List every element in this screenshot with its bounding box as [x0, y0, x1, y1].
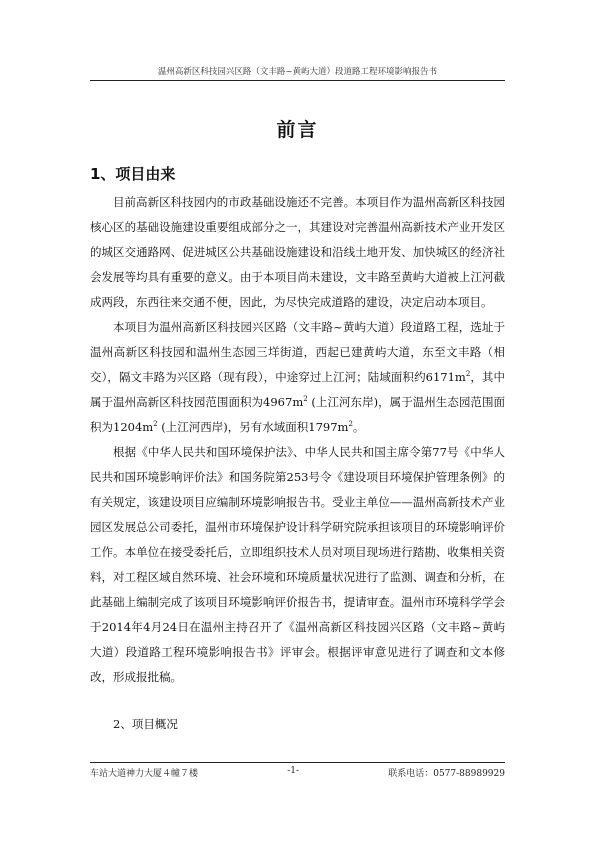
- section-heading: 1、项目由来: [90, 165, 176, 183]
- page-header: 温州高新区科技园兴区路（文丰路~黄屿大道）段道路工程环境影响报告书: [90, 65, 505, 81]
- page-footer: [90, 762, 505, 779]
- p2-part-d: (上江河西岸)，另有水域面积1797m: [157, 420, 349, 434]
- footer-phone: 联系电话：0577-88989929: [388, 769, 505, 779]
- page-title: 前言: [276, 119, 319, 141]
- superscript: 2: [303, 395, 308, 404]
- paragraph-3: 根据《中华人民共和国环境保护法》、中华人民共和国主席令第77号《中华人民共和国环境影响评价法》和国务院第253号令《建设项目环境保护管理条例》的有关规定，该建设项目应编制环境影响报告书。受业主单位——温州高新技术产业园区发展总公司委托，温州市环境保护设计科学研究院承担该项目的环境影响评价工作。本单位在接受委托后，立即组织技术人员对项目现场进行踏勘、收集相关资料，对工程区域自然环境、社会环境和环境质量状况进行了监测、调查和分析，在此基础上编制完成了该项目环境影响评价报告书，提请审查。温州市环境科学学会于2014年4月24日在温州主持召开了《温州高新区科技园兴区路（文丰路~黄屿大道）段道路工程环境影响报告书》评审会。根据评审意见进行了调查和文本修改，形成报批稿。: [90, 445, 505, 684]
- paragraph-2: [90, 315, 505, 440]
- superscript: 2: [465, 370, 471, 379]
- page-number: -1-: [287, 766, 300, 776]
- paragraph-1: 目前高新区科技园内的市政基础设施还不完善。本项目作为温州高新区科技园核心区的基础设施建设重要组成部分之一，其建设对完善温州高新技术产业开发区的城区交通路网、促进城区公共基础设施建设和沿线土地开发、加快城区的经济社会发展等均具有重要的意义。由于本项目尚未建设，文丰路至黄屿大道被上江河截成两段，东西往来交通不便，因此，为尽快完成道路的建设，决定启动本项目。: [90, 195, 505, 309]
- footer-address: 车站大道神力大厦４幢７楼: [90, 769, 199, 779]
- superscript: 2: [153, 420, 158, 429]
- subsection-heading: 2、项目概况: [113, 717, 178, 731]
- superscript: 2: [348, 420, 353, 429]
- p2-part-c: (上江河东岸)，属于温州生态园范围面积为1204m: [90, 395, 505, 434]
- p2-part-e: 。: [352, 420, 365, 434]
- p2-part-a: 本项目为温州高新区科技园兴区路（文丰路~黄屿大道）段道路工程，选址于温州高新区科技园和温州生态园三垟街道，西起已建黄屿大道，东至文丰路（相交），隔文丰路为兴区路（现有段），中途穿过上江河；陆域面积约6171m: [90, 320, 505, 384]
- p2-part-b: ，其中属于温州高新区科技园范围面积为4967m: [90, 370, 505, 409]
- body-text: [90, 190, 505, 690]
